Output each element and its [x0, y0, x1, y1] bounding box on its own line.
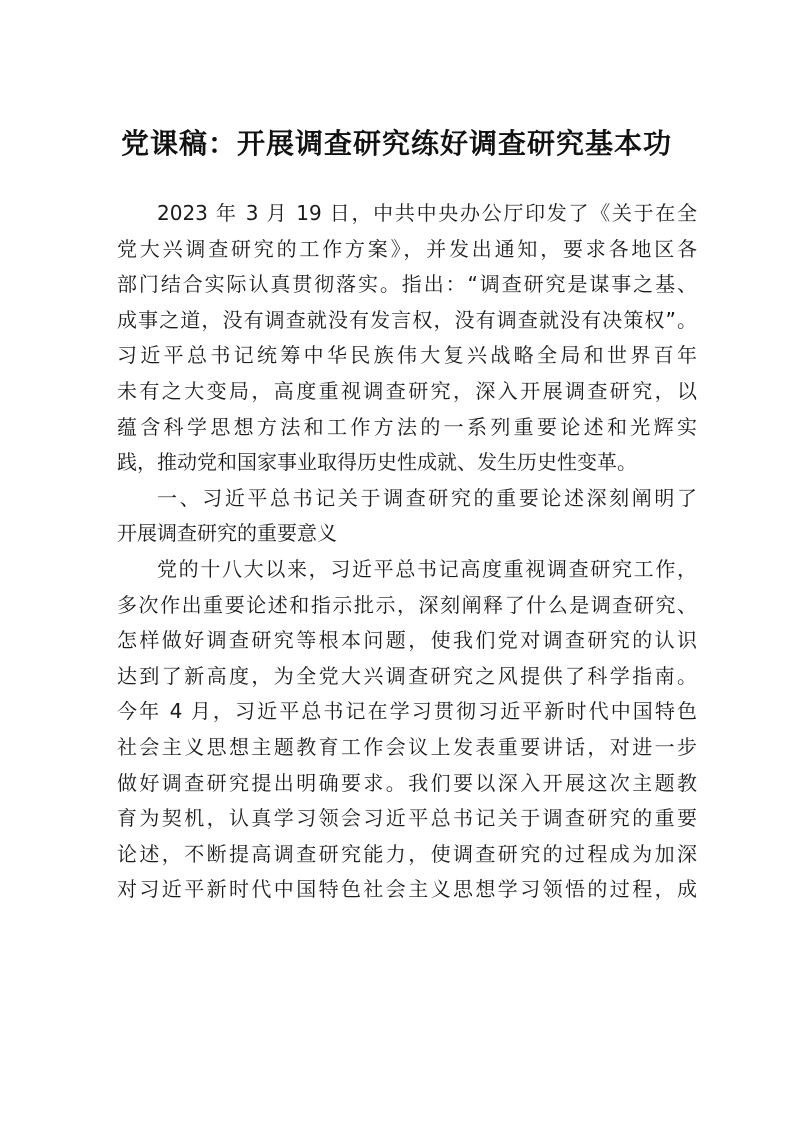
section-heading-line: 开展调查研究的重要意义 [117, 521, 337, 546]
paragraph-line: 达到了新高度，为全党大兴调查研究之风提供了科学指南。 [117, 663, 697, 688]
paragraph-line: 社会主义思想主题教育工作会议上发表重要讲话，对进一步 [117, 734, 697, 759]
paragraph-line: 党的十八大以来，习近平总书记高度重视调查研究工作， [157, 556, 697, 581]
paragraph-line: 多次作出重要论述和指示批示，深刻阐释了什么是调查研究、 [117, 592, 697, 617]
paragraph-line: 未有之大变局，高度重视调查研究，深入开展调查研究，以 [117, 378, 697, 403]
paragraph-line: 蕴含科学思想方法和工作方法的一系列重要论述和光辉实 [117, 414, 697, 439]
document-title: 党课稿：开展调查研究练好调查研究基本功 [120, 127, 672, 160]
paragraph-line: 论述，不断提高调查研究能力，使调查研究的过程成为加深 [117, 841, 697, 866]
paragraph-line: 践，推动党和国家事业取得历史性成就、发生历史性变革。 [117, 450, 637, 475]
paragraph-line: 党大兴调查研究的工作方案》，并发出通知，要求各地区各 [117, 236, 697, 261]
paragraph-line: 成事之道，没有调查就没有发言权，没有调查就没有决策权”。 [117, 307, 697, 332]
paragraph-line: 今年 4 月，习近平总书记在学习贯彻习近平新时代中国特色 [117, 699, 697, 724]
paragraph-line: 部门结合实际认真贯彻落实。指出：“调查研究是谋事之基、 [117, 272, 697, 297]
paragraph-line: 育为契机，认真学习领会习近平总书记关于调查研究的重要 [117, 806, 697, 831]
document-body [117, 196, 697, 908]
paragraph-line: 做好调查研究提出明确要求。我们要以深入开展这次主题教 [117, 770, 697, 795]
section-heading-line: 一、习近平总书记关于调查研究的重要论述深刻阐明了 [157, 485, 697, 510]
paragraph-line: 2023 年 3 月 19 日，中共中央办公厅印发了《关于在全 [157, 201, 697, 225]
paragraph-line: 对习近平新时代中国特色社会主义思想学习领悟的过程，成 [117, 877, 697, 902]
paragraph-line: 习近平总书记统筹中华民族伟大复兴战略全局和世界百年 [117, 343, 697, 368]
paragraph-line: 怎样做好调查研究等根本问题，使我们党对调查研究的认识 [117, 628, 697, 653]
